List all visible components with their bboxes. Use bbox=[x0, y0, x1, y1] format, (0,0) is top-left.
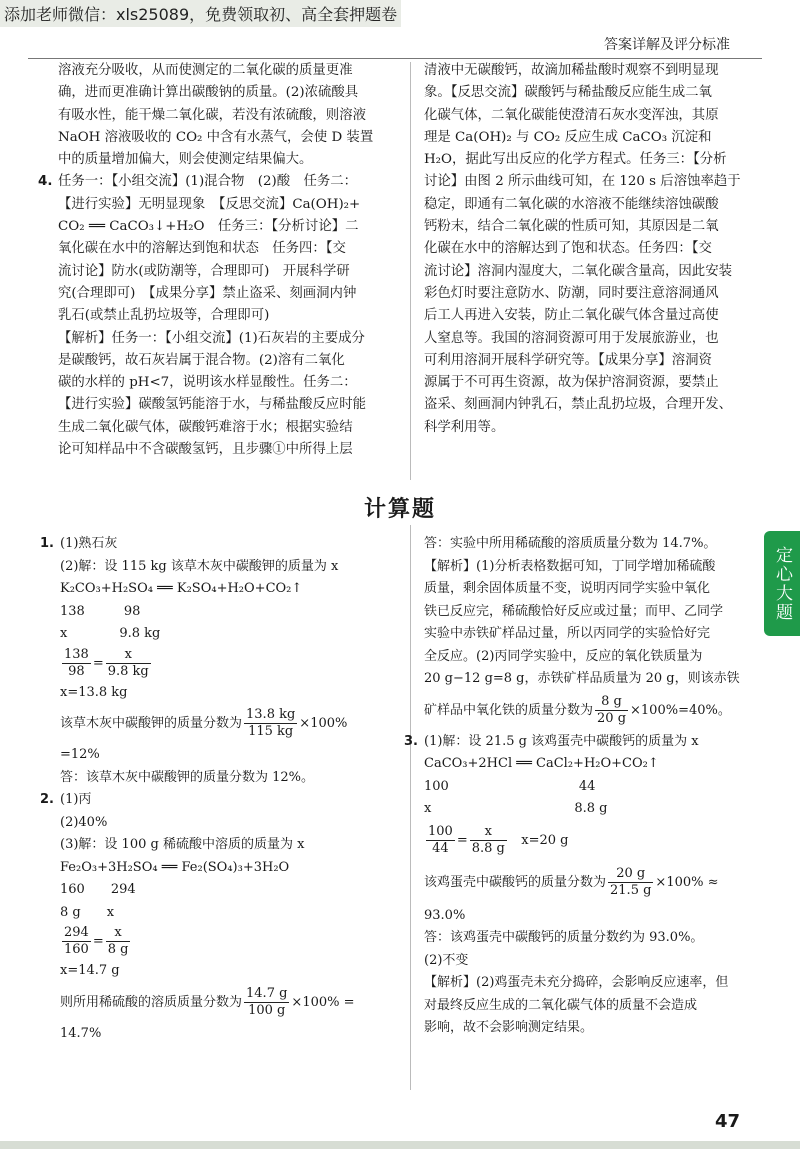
text-line: 稳定，即通有二氧化碳的水溶液不能继续溶蚀碳酸 bbox=[424, 196, 719, 212]
q4-line: 是碳酸钙，故石灰岩属于混合物。(2)溶有二氧化 bbox=[58, 352, 345, 368]
calc1-line: x=13.8 kg bbox=[60, 684, 128, 700]
calc1-line: 1. (1)熟石灰 bbox=[60, 533, 400, 556]
q4-line: 生成二氧化碳气体，碳酸钙难溶于水；根据实验结 bbox=[58, 419, 353, 435]
calc2-equation: Fe₂O₃+3H₂SO₄ ══ Fe₂(SO₄)₃+3H₂O bbox=[60, 859, 290, 875]
calc3-answer: 答：该鸡蛋壳中碳酸钙的质量分数约为 93.0%。 bbox=[424, 930, 704, 945]
text-line: 实验中赤铁矿样品过量，所以丙同学的实验恰好完 bbox=[424, 626, 711, 641]
text-line: 流讨论】溶洞内湿度大，二氧化碳含量高，因此安装 bbox=[424, 263, 732, 279]
calc3-percent: 该鸡蛋壳中碳酸钙的质量分数为 $\frac{20 g}{21.5 g}$ ×100% ≈ bbox=[424, 865, 719, 898]
calc1-line: x 9.8 kg bbox=[60, 626, 161, 641]
calc2-line: (2)40% bbox=[60, 814, 108, 830]
column-divider bbox=[410, 525, 411, 1090]
watermark-banner: 添加老师微信：xls25089，免费领取初、高全套押题卷 bbox=[0, 0, 401, 27]
text-line: 溶液充分吸收，从而使测定的二氧化碳的质量更准 bbox=[58, 63, 353, 78]
q4-line: CO₂ ══ CaCO₃↓+H₂O 任务三：【分析讨论】二 bbox=[58, 219, 359, 235]
calc2-line: 2. (1)丙 bbox=[60, 789, 400, 812]
q4-line: 乳石(或禁止乱扔垃圾等，合理即可) bbox=[58, 308, 270, 324]
calc1-line: =12% bbox=[60, 747, 100, 762]
fraction: $\frac{x}{8.8 g}$ bbox=[471, 823, 505, 856]
header-rule bbox=[28, 58, 762, 59]
calc2-line: (3)解：设 100 g 稀硫酸中溶质的质量为 x bbox=[60, 837, 305, 852]
text-line: 质量，剩余固体质量不变，说明丙同学实验中氧化 bbox=[424, 581, 711, 596]
q4-line: 【解析】任务一：【小组交流】(1)石灰岩的主要成分 bbox=[58, 330, 365, 346]
text-line: 清液中无碳酸钙，故滴加稀盐酸时观察不到明显现 bbox=[424, 63, 719, 78]
text-line: 盗采、刻画洞内钟乳石，禁止乱扔垃圾，合理开发、 bbox=[424, 397, 732, 413]
header-title: 答案详解及评分标准 bbox=[604, 37, 730, 53]
fraction: $\frac{8 g}{20 g}$ bbox=[597, 693, 627, 726]
calc1-line: (2)解：设 115 kg 该草木灰中碳酸钾的质量为 x bbox=[60, 558, 339, 574]
calc1-equation: K₂CO₃+H₂SO₄ ══ K₂SO₄+H₂O+CO₂↑ bbox=[60, 581, 303, 596]
text-line: 化碳在水中的溶解达到了饱和状态。任务四：【交 bbox=[424, 241, 712, 257]
calc3-line: 100 44 bbox=[424, 778, 596, 794]
text-line: 理是 Ca(OH)₂ 与 CO₂ 反应生成 CaCO₃ 沉淀和 bbox=[424, 129, 712, 145]
question-number: 4. bbox=[38, 174, 53, 190]
calc3-equation: CaCO₃+2HCl ══ CaCl₂+H₂O+CO₂↑ bbox=[424, 756, 659, 771]
q4-line: 论可知样品中不含碳酸氢钙，且步骤①中所得上层 bbox=[58, 442, 353, 458]
calc1-percent: 该草木灰中碳酸钾的质量分数为 $\frac{13.8 kg}{115 kg}$ ×100% bbox=[60, 707, 348, 739]
text-line: 全反应。(2)丙同学实验中，反应的氧化铁质量为 bbox=[424, 648, 703, 664]
text-line: 20 g−12 g=8 g，赤铁矿样品质量为 20 g，则该赤铁 bbox=[424, 671, 740, 686]
calc2-line: 160 294 bbox=[60, 882, 136, 897]
calc2-percent-40: 矿样品中氧化铁的质量分数为 $\frac{8 g}{20 g}$ ×100%=40%。 bbox=[424, 693, 731, 726]
q4-line: 流讨论】防水(或防潮等，合理即可) 开展科学研 bbox=[58, 263, 350, 279]
calc2-answer: 答：实验中所用稀硫酸的溶质质量分数为 14.7%。 bbox=[424, 536, 717, 551]
text-line: 科学利用等。 bbox=[424, 419, 505, 435]
fraction: $\frac{13.8 kg}{115 kg}$ bbox=[246, 707, 296, 739]
calc2-line: 8 g x bbox=[60, 904, 115, 920]
calc-right-column bbox=[404, 533, 758, 1040]
question-number: 2. bbox=[40, 792, 54, 807]
text-line: 【解析】(1)分析表格数据可知，丁同学增加稀硫酸 bbox=[424, 558, 716, 574]
text-line: 有吸水性，能干燥二氧化碳，若没有浓硫酸，则溶液 bbox=[58, 107, 366, 123]
q4-line: 氧化碳在水中的溶解达到饱和状态 任务四：【交 bbox=[58, 241, 346, 257]
column-divider bbox=[410, 62, 411, 480]
right-column bbox=[424, 60, 758, 439]
text-line: H₂O，据此写出反应的化学方程式。任务三：【分析 bbox=[424, 152, 727, 168]
left-column bbox=[38, 60, 394, 461]
q4-line: 【进行实验】无明显现象 【反思交流】Ca(OH)₂+ bbox=[58, 196, 361, 212]
calc3-line: 93.0% bbox=[424, 907, 466, 923]
fraction: $\frac{x}{8 g}$ bbox=[107, 925, 129, 957]
text-line: NaOH 溶液吸收的 CO₂ 中含有水蒸气，会使 D 装置 bbox=[58, 129, 374, 145]
calc1-answer: 答：该草木灰中碳酸钾的质量分数为 12%。 bbox=[60, 769, 315, 785]
fraction: $\frac{138}{98}$ bbox=[64, 646, 89, 679]
page-number: 47 bbox=[714, 1111, 740, 1132]
text-line: 化碳气体，二氧化碳能使澄清石灰水变浑浊，其原 bbox=[424, 107, 719, 123]
text-line: 钙粉末，结合二氧化碳的性质可知，其原因是二氧 bbox=[424, 219, 719, 235]
fraction: $\frac{100}{44}$ bbox=[428, 823, 453, 856]
calc3-line: (2)不变 bbox=[424, 952, 469, 968]
text-line: 源属于不可再生资源，故为保护溶洞资源，要禁止 bbox=[424, 375, 719, 391]
text-line: 对最终反应生成的二氧化碳气体的质量不会造成 bbox=[424, 997, 698, 1013]
calc1-proportion: $\frac{138}{98}$ = $\frac{x}{9.8 kg}$ bbox=[64, 646, 149, 679]
calc-left-column bbox=[40, 533, 400, 1045]
calc2-line: x=14.7 g bbox=[60, 963, 120, 978]
calc2-proportion: $\frac{294}{160}$ = $\frac{x}{8 g}$ bbox=[64, 925, 129, 957]
q4-line: 4. 任务一：【小组交流】(1)混合物 (2)酸 任务二： bbox=[58, 171, 394, 193]
text-line: 影响，故不会影响测定结果。 bbox=[424, 1020, 594, 1035]
calc2-percent: 则所用稀硫酸的溶质质量分数为 $\frac{14.7 g}{100 g}$ ×100% = bbox=[60, 985, 355, 1018]
text-line: 中的质量增加偏大，则会使测定结果偏大。 bbox=[58, 152, 313, 168]
calc3-line: x 8.8 g bbox=[424, 801, 608, 816]
side-tab: 定心大题 bbox=[764, 531, 800, 636]
calc3-line: 3. (1)解：设 21.5 g 该鸡蛋壳中碳酸钙的质量为 x bbox=[424, 731, 758, 754]
text-line: 讨论】由图 2 所示曲线可知，在 120 s 后溶蚀率趋于 bbox=[424, 174, 741, 190]
question-number: 1. bbox=[40, 536, 54, 551]
fraction: $\frac{20 g}{21.5 g}$ bbox=[610, 865, 652, 898]
text-line: 铁已反应完，稀硫酸恰好反应或过量；而甲、乙同学 bbox=[424, 603, 724, 619]
bottom-edge bbox=[0, 1141, 800, 1149]
question-number: 3. bbox=[404, 733, 418, 749]
calc1-line: 138 98 bbox=[60, 603, 141, 619]
q4-line: 【进行实验】碳酸氢钙能溶于水，与稀盐酸反应时能 bbox=[58, 397, 366, 413]
text-line: 彩色灯时要注意防水、防潮，同时要注意溶洞通风 bbox=[424, 285, 719, 301]
fraction: $\frac{294}{160}$ bbox=[64, 925, 89, 957]
q4-line: 碳的水样的 pH<7，说明该水样显酸性。任务二： bbox=[58, 375, 357, 391]
text-line: 【解析】(2)鸡蛋壳未充分捣碎，会影响反应速率，但 bbox=[424, 975, 729, 990]
fraction: $\frac{x}{9.8 kg}$ bbox=[107, 646, 149, 679]
q4-line: 究(合理即可) 【成果分享】禁止盗采、刻画洞内钟 bbox=[58, 285, 357, 301]
calc3-proportion: $\frac{100}{44}$ = $\frac{x}{8.8 g}$ x=20 g bbox=[428, 823, 569, 856]
text-line: 确，进而更准确计算出碳酸钠的质量。(2)浓硫酸具 bbox=[58, 85, 359, 101]
text-line: 后工人再进入安装，防止二氧化碳气体含量过高使 bbox=[424, 308, 719, 324]
fraction: $\frac{14.7 g}{100 g}$ bbox=[246, 985, 288, 1018]
calc2-line: 14.7% bbox=[60, 1025, 102, 1041]
text-line: 象。【反思交流】碳酸钙与稀盐酸反应能生成二氧 bbox=[424, 85, 712, 101]
section-title: 计算题 bbox=[363, 497, 436, 522]
text-line: 人窒息等。我国的溶洞资源可用于发展旅游业，也 bbox=[424, 330, 719, 346]
text-line: 可利用溶洞开展科学研究等。【成果分享】溶洞资 bbox=[424, 352, 712, 368]
